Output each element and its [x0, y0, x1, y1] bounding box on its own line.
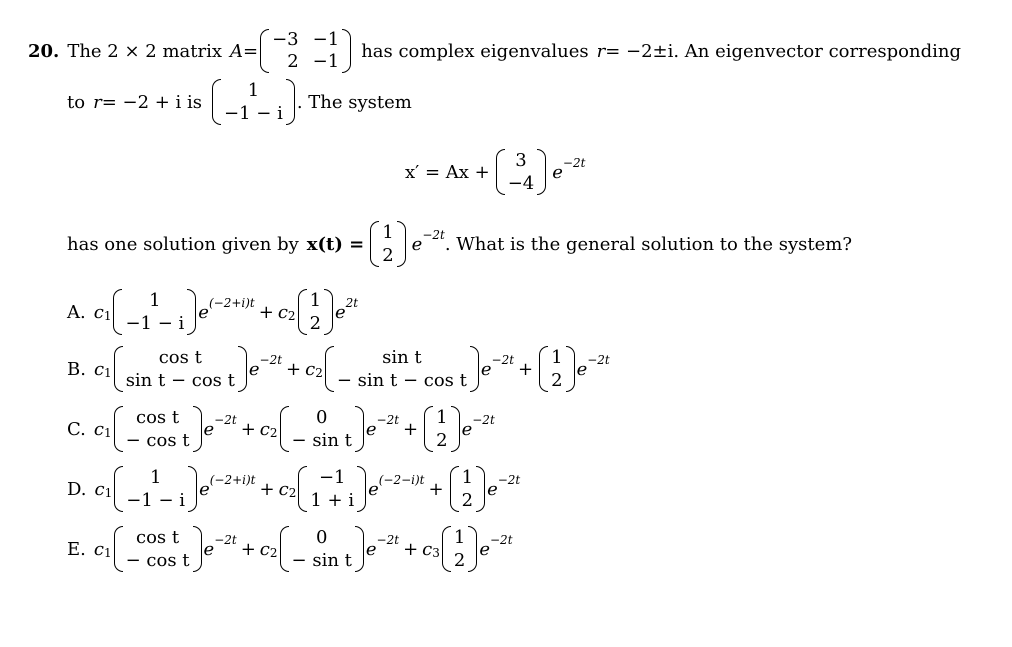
problem-number: 20. [28, 40, 60, 62]
coef-sub: 1 [103, 309, 112, 323]
coef-sub: 2 [269, 426, 278, 440]
vector-entry: − sin t [291, 430, 352, 451]
vector-entry: − cos t [125, 430, 190, 451]
exp-base: e [552, 161, 563, 183]
eigenvector [212, 79, 295, 125]
vector-entry: 1 [149, 467, 162, 488]
vector [450, 466, 485, 512]
plus-sign: + [258, 301, 274, 323]
coef-c: c [93, 301, 104, 323]
vector-entry: − sin t − cos t [336, 370, 467, 391]
matrix-cell: −1 [312, 29, 340, 50]
exp-power: −2t [587, 353, 610, 367]
vector-entry: 2 [461, 490, 474, 511]
vector-entry: −1 − i [224, 103, 283, 124]
ode-display [405, 147, 585, 197]
vector-entry: −4 [507, 173, 535, 194]
option-label: E. [67, 538, 86, 560]
vector-entry: −1 [318, 467, 346, 488]
matrix-cell: −1 [312, 51, 340, 72]
var-A: A [230, 40, 243, 62]
problem-line-2 [67, 78, 412, 126]
plus-sign: + [403, 538, 419, 560]
vector [113, 289, 196, 335]
vector-entry: 2 [436, 430, 448, 451]
exp-power: (−2+i)t [209, 473, 256, 487]
option-label: A. [67, 301, 86, 323]
exp-power: −2t [376, 413, 400, 427]
vector-entry: 1 [461, 467, 474, 488]
vector [114, 406, 202, 452]
exp-power: −2t [562, 156, 586, 170]
vector-entry: 1 [382, 222, 394, 243]
vector-entry: − cos t [125, 550, 190, 571]
line3-text-b: . What is the general solution to the system? [444, 233, 853, 255]
vector-entry: 1 [309, 290, 322, 311]
exp-base: e [335, 301, 346, 323]
ode-lhs: x′ = Ax + [405, 161, 490, 183]
coef-sub: 2 [269, 546, 278, 560]
plus-sign: + [286, 358, 302, 380]
plus-sign: + [518, 358, 534, 380]
vector [298, 466, 366, 512]
coef-c: c [93, 418, 104, 440]
exp-power: 2t [345, 296, 359, 310]
vector-entry: 0 [315, 407, 328, 428]
vector [114, 466, 197, 512]
line3-text-a: has one solution given by [67, 233, 299, 255]
option-d[interactable] [67, 465, 520, 513]
option-label: B. [67, 358, 86, 380]
coef-sub: 1 [104, 366, 112, 380]
exp-base: e [479, 538, 490, 560]
coef-c: c [94, 478, 105, 500]
exp-power: −2t [490, 533, 513, 547]
vector-entry: 1 [453, 527, 466, 548]
equals-sign: = [243, 40, 259, 62]
problem-line-1 [28, 28, 961, 74]
vector-entry: sin t [382, 347, 422, 368]
exp-power: (−2+i)t [208, 296, 255, 310]
vector [539, 346, 574, 392]
particular-solution-label: x(t) = [306, 233, 365, 255]
vector-entry: 1 [149, 290, 161, 311]
coef-c: c [305, 358, 316, 380]
exp-power: (−2−i)t [378, 473, 425, 487]
line1-text-b: has complex eigenvalues [361, 40, 589, 62]
plus-sign: + [403, 418, 419, 440]
exp-base: e [203, 538, 215, 560]
option-a[interactable] [67, 288, 358, 336]
var-r: r [93, 91, 102, 113]
vector-entry: 0 [315, 527, 328, 548]
plus-sign: + [240, 538, 256, 560]
coef-sub: 1 [104, 486, 113, 500]
exp-power: −2t [422, 228, 445, 242]
vector [442, 526, 477, 572]
vector [114, 346, 247, 392]
coef-sub: 2 [315, 366, 323, 380]
var-r: r [596, 40, 606, 62]
line2-text-a: to [67, 91, 86, 113]
coef-sub: 3 [432, 546, 440, 560]
vector-entry: 1 + i [310, 490, 355, 511]
exp-power: −2t [491, 353, 515, 367]
vector-entry: 2 [309, 313, 322, 334]
exp-power: −2t [376, 533, 400, 547]
vector [114, 526, 202, 572]
exp-base: e [198, 301, 209, 323]
exp-base: e [365, 418, 377, 440]
exp-base: e [480, 358, 492, 380]
coef-c: c [93, 538, 104, 560]
coef-c: c [422, 538, 433, 560]
line2-text-b: . The system [296, 91, 412, 113]
vector-entry: 1 [436, 407, 448, 428]
vector-entry: 1 [551, 347, 563, 368]
vector-entry: − sin t [291, 550, 352, 571]
matrix-cell: −3 [272, 29, 299, 50]
eigenvalue-text: = −2±i. An eigenvector corresponding [605, 40, 961, 62]
coef-c: c [259, 418, 270, 440]
forcing-vector [496, 149, 547, 195]
exp-base: e [365, 538, 377, 560]
vector-entry: 3 [515, 150, 527, 171]
vector-entry: cos t [135, 407, 180, 428]
coef-c: c [93, 358, 105, 380]
problem-line-3 [67, 220, 852, 268]
vector-entry: −1 − i [126, 490, 186, 511]
option-label: D. [67, 478, 87, 500]
particular-vector [370, 221, 405, 267]
vector [298, 289, 333, 335]
vector [325, 346, 479, 392]
vector-entry: sin t − cos t [125, 370, 235, 391]
exp-power: −2t [214, 413, 237, 427]
exp-base: e [487, 478, 498, 500]
vector-entry: 2 [453, 550, 466, 571]
matrix-A [260, 29, 351, 73]
coef-c: c [259, 538, 270, 560]
line1-text-a: The 2 × 2 matrix [67, 40, 222, 62]
option-c[interactable] [67, 405, 495, 453]
vector-entry: 2 [551, 370, 563, 391]
vector [424, 406, 459, 452]
plus-sign: + [240, 418, 256, 440]
coef-c: c [278, 478, 289, 500]
vector-entry: −1 − i [125, 313, 185, 334]
exp-power: −2t [497, 473, 521, 487]
exp-base: e [248, 358, 260, 380]
plus-sign: + [259, 478, 275, 500]
exp-base: e [368, 478, 379, 500]
exp-base: e [411, 233, 423, 255]
coef-sub: 2 [287, 309, 296, 323]
vector [280, 406, 364, 452]
exp-base: e [203, 418, 215, 440]
exp-base: e [461, 418, 473, 440]
exp-base: e [199, 478, 210, 500]
coef-sub: 2 [288, 486, 297, 500]
vector-entry: 1 [247, 80, 260, 101]
matrix-cell: 2 [287, 51, 299, 72]
plus-sign: + [428, 478, 444, 500]
coef-sub: 1 [103, 546, 112, 560]
coef-c: c [277, 301, 288, 323]
line2-eq: = −2 + i is [101, 91, 203, 113]
option-label: C. [67, 418, 86, 440]
vector-entry: cos t [136, 527, 180, 548]
vector [280, 526, 364, 572]
option-b[interactable] [67, 345, 610, 393]
coef-sub: 1 [103, 426, 112, 440]
option-e[interactable] [67, 525, 513, 573]
exp-base: e [576, 358, 588, 380]
vector-entry: cos t [158, 347, 202, 368]
exp-power: −2t [259, 353, 283, 367]
vector-entry: 2 [382, 245, 394, 266]
exp-power: −2t [472, 413, 495, 427]
exp-power: −2t [214, 533, 237, 547]
